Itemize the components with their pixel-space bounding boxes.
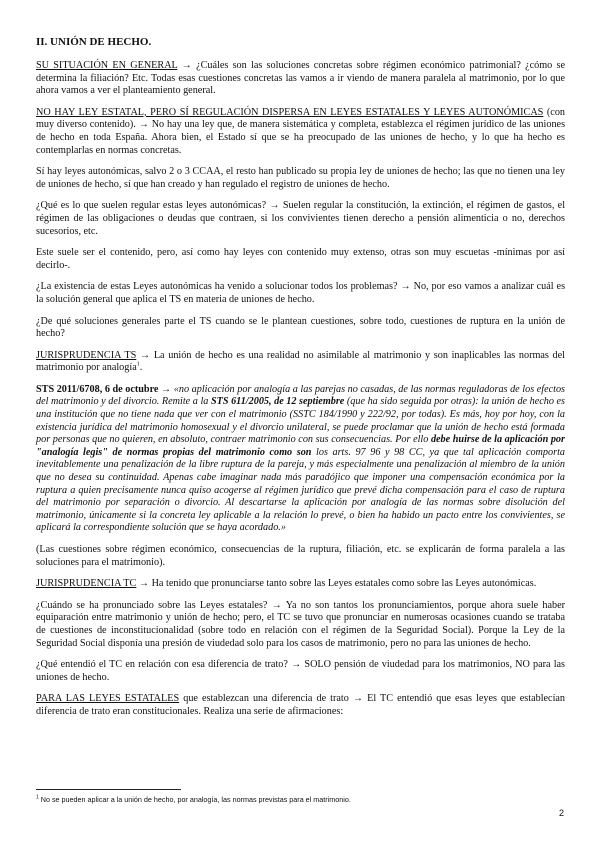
arrow-icon: → bbox=[138, 119, 149, 131]
paragraph-jurisprudence-tc bbox=[36, 578, 565, 591]
text: SOLO pensión de viudedad para los matrimonios, NO para las uniones de hecho. bbox=[36, 659, 566, 683]
footnote bbox=[36, 795, 566, 804]
label-general-situation: SU SITUACIÓN EN GENERAL bbox=[36, 60, 178, 71]
footnote-number: 1 bbox=[36, 794, 39, 801]
footnote-divider bbox=[36, 789, 181, 790]
paragraph-sts-quote bbox=[36, 384, 565, 535]
paragraph-state-laws-question bbox=[36, 600, 565, 650]
question: ¿Qué entendió el TC en relación con esa diferencia de trato? bbox=[36, 659, 288, 671]
quote-text: los arts. 97 96 y 98 CC, ya que tal aplicación comporta inevitablemente una penalización de la libre ruptura de la pareja, y más especialmente una penalización al miembro de la unión que no desea su continuidad. Apenas cabe imaginar nada más paradójico que imponer una compensación económica por la ruptura a quien precisamente nunca quiso acogerse al régimen jurídico que prevé dicha compensación para el caso de ruptura del matrimonio por separación o divorcio. Al descartarse la aplicación por analogía de las normas sobre disolución del matrimonio, únicamente si la concreta ley aplicable a la relación lo prevé, o bien ha habido un pacto entre los convivientes, se aplicará la correspondiente solución que se haya acordado.» bbox=[36, 446, 565, 534]
section-heading: II. UNIÓN DE HECHO. bbox=[36, 36, 152, 48]
paragraph-jurisprudence-ts bbox=[36, 350, 565, 375]
text: No, por eso vamos a analizar cuál es la solución general que aplica el TS en materia de uniones de hecho. bbox=[36, 281, 566, 305]
paragraph-ts-question: ¿De qué soluciones generales parte el TS cuando se le plantean cuestiones, sobre todo, cuestiones de ruptura en la unión de hecho? bbox=[36, 315, 565, 340]
text: Ya no son tantos los pronunciamientos, porque ahora suele haber equiparación entre matrimonio y unión de hecho; pero, el TC se tuvo que pronunciar en numerosas ocasiones cuando se trataba de cuestiones de inconstitucionalidad (sobre todo en relación con el régimen de la Seguridad Social). Porque la Ley de la Seguridad Social disponía una presión de viudedad solo para los casos de matrimonio, pero no para las uniones de hecho. bbox=[36, 599, 566, 649]
arrow-icon: → bbox=[352, 693, 364, 705]
text: La unión de hecho es una realidad no asimilable al matrimonio y son inaplicables las normas del matrimonio por analogía bbox=[36, 349, 566, 374]
paragraph-problems-solved bbox=[36, 281, 565, 306]
arrow-icon: → bbox=[271, 599, 282, 611]
document-body bbox=[36, 36, 565, 728]
question: ¿Qué es lo que suelen regular estas leyes autonómicas? bbox=[36, 200, 267, 212]
arrow-icon: → bbox=[291, 659, 302, 671]
footnote-ref[interactable]: 1 bbox=[136, 361, 140, 368]
paragraph-parallel-note: (Las cuestiones sobre régimen económico, consecuencias de la ruptura, filiación, etc. se explicarán de forma paralela a las soluciones para el matrimonio). bbox=[36, 544, 565, 568]
arrow-icon: → bbox=[269, 200, 280, 212]
question: ¿Cuándo se ha pronunciado sobre las Leyes estatales? bbox=[36, 599, 268, 611]
text: Suelen regular la constitución, la extinción, el régimen de gastos, el régimen de las obligaciones o deudas que contraen, si los convivientes tienen derecho a pensión alimenticia o no, derechos sucesorios, etc. bbox=[36, 200, 566, 237]
text: ¿Cuáles son las soluciones concretas sobre régimen económico patrimonial? ¿cómo se determina la filiación? Etc. Todas esas cuestiones concretas las vamos a ir viendo de manera paralela al matrimonio, por lo que ahora vamos a ver el planteamiento general. bbox=[36, 60, 566, 97]
arrow-icon: → bbox=[161, 383, 172, 395]
text: No hay una ley que, de manera sistemática y completa, establezca el régimen jurídico de las uniones de hecho en toda España. Ahora bien, el Estado sí que se ha preocupado de las uniones de hecho, y lo que ha hecho es contemplarlas en normas concretas. bbox=[36, 119, 566, 156]
label-jurisprudence-tc: JURISPRUDENCIA TC bbox=[36, 578, 137, 590]
text: (con muy diverso contenido). bbox=[36, 106, 566, 131]
paragraph-no-state-law bbox=[36, 107, 565, 157]
arrow-icon: → bbox=[139, 349, 151, 361]
label-no-state-law: NO HAY LEY ESTATAL, PERO SÍ REGULACIÓN DISPERSA EN LEYES ESTATALES Y LEYES AUTONÓMICAS bbox=[36, 106, 544, 118]
text: que establezcan una diferencia de trato bbox=[183, 693, 349, 705]
question: ¿La existencia de estas Leyes autonómicas ha venido a solucionar todos los problemas? bbox=[36, 281, 398, 293]
paragraph-autonomic-laws: Sí hay leyes autonómicas, salvo 2 o 3 CCAA, el resto han publicado su propia ley de uniones de hecho; las que no tienen una ley de uniones de hecho, sí que han creado y han regulado el registro de uniones de hecho. bbox=[36, 166, 565, 190]
text: . bbox=[139, 362, 143, 374]
paragraph-regulation-content bbox=[36, 200, 565, 238]
quote-text: (que ha sido seguida por otras): la unión de hecho es una institución que no tiene nada que ver con el matrimonio (SSTC 184/1990 y 222/92, por todas). Es más, hoy por hoy, con la existencia jurídica del matrimonio homosexual y el divorcio unilateral, se puede proclamar que la unión de hecho está formada por personas que no quieren, en absoluto, contraer matrimonio con sus consecuencias. Por ello bbox=[36, 396, 566, 446]
arrow-icon: → bbox=[181, 60, 192, 71]
sts-reference: STS 2011/6708, 6 de octubre bbox=[36, 383, 159, 395]
paragraph-content-note: Este suele ser el contenido, pero, así como hay leyes con contenido muy extenso, otras son muy escuetas -mínimas por así decirlo-. bbox=[36, 247, 565, 271]
paragraph-state-laws bbox=[36, 693, 565, 718]
arrow-icon: → bbox=[138, 578, 150, 590]
page-number: 2 bbox=[558, 808, 564, 818]
text: El TC entendió que esas leyes que establecían diferencia de trato eran constitucionales. Realiza una serie de afirmaciones: bbox=[36, 693, 566, 717]
paragraph-tc-understood bbox=[36, 659, 565, 684]
label-jurisprudence-ts: JURISPRUDENCIA TS bbox=[36, 349, 137, 361]
quote-emphasis: debe huirse de la aplicación por "analogía legis" de normas propias del matrimonio como son bbox=[36, 434, 565, 458]
paragraph-general-situation bbox=[36, 60, 565, 98]
quote-text: «no aplicación por analogía a las parejas no casadas, de las normas reguladoras de los efectos del matrimonio y del divorcio. Remite a la bbox=[36, 383, 566, 408]
label-state-laws: PARA LAS LEYES ESTATALES bbox=[36, 693, 180, 705]
sts-reference-inline: STS 611/2005, de 12 septiembre bbox=[210, 396, 345, 408]
text: Ha tenido que pronunciarse tanto sobre las Leyes estatales como sobre las Leyes autonómicas. bbox=[151, 578, 537, 590]
footnote-text: No se pueden aplicar a la unión de hecho, por analogía, las normas previstas para el matrimonio. bbox=[40, 795, 351, 804]
arrow-icon: → bbox=[400, 281, 411, 293]
